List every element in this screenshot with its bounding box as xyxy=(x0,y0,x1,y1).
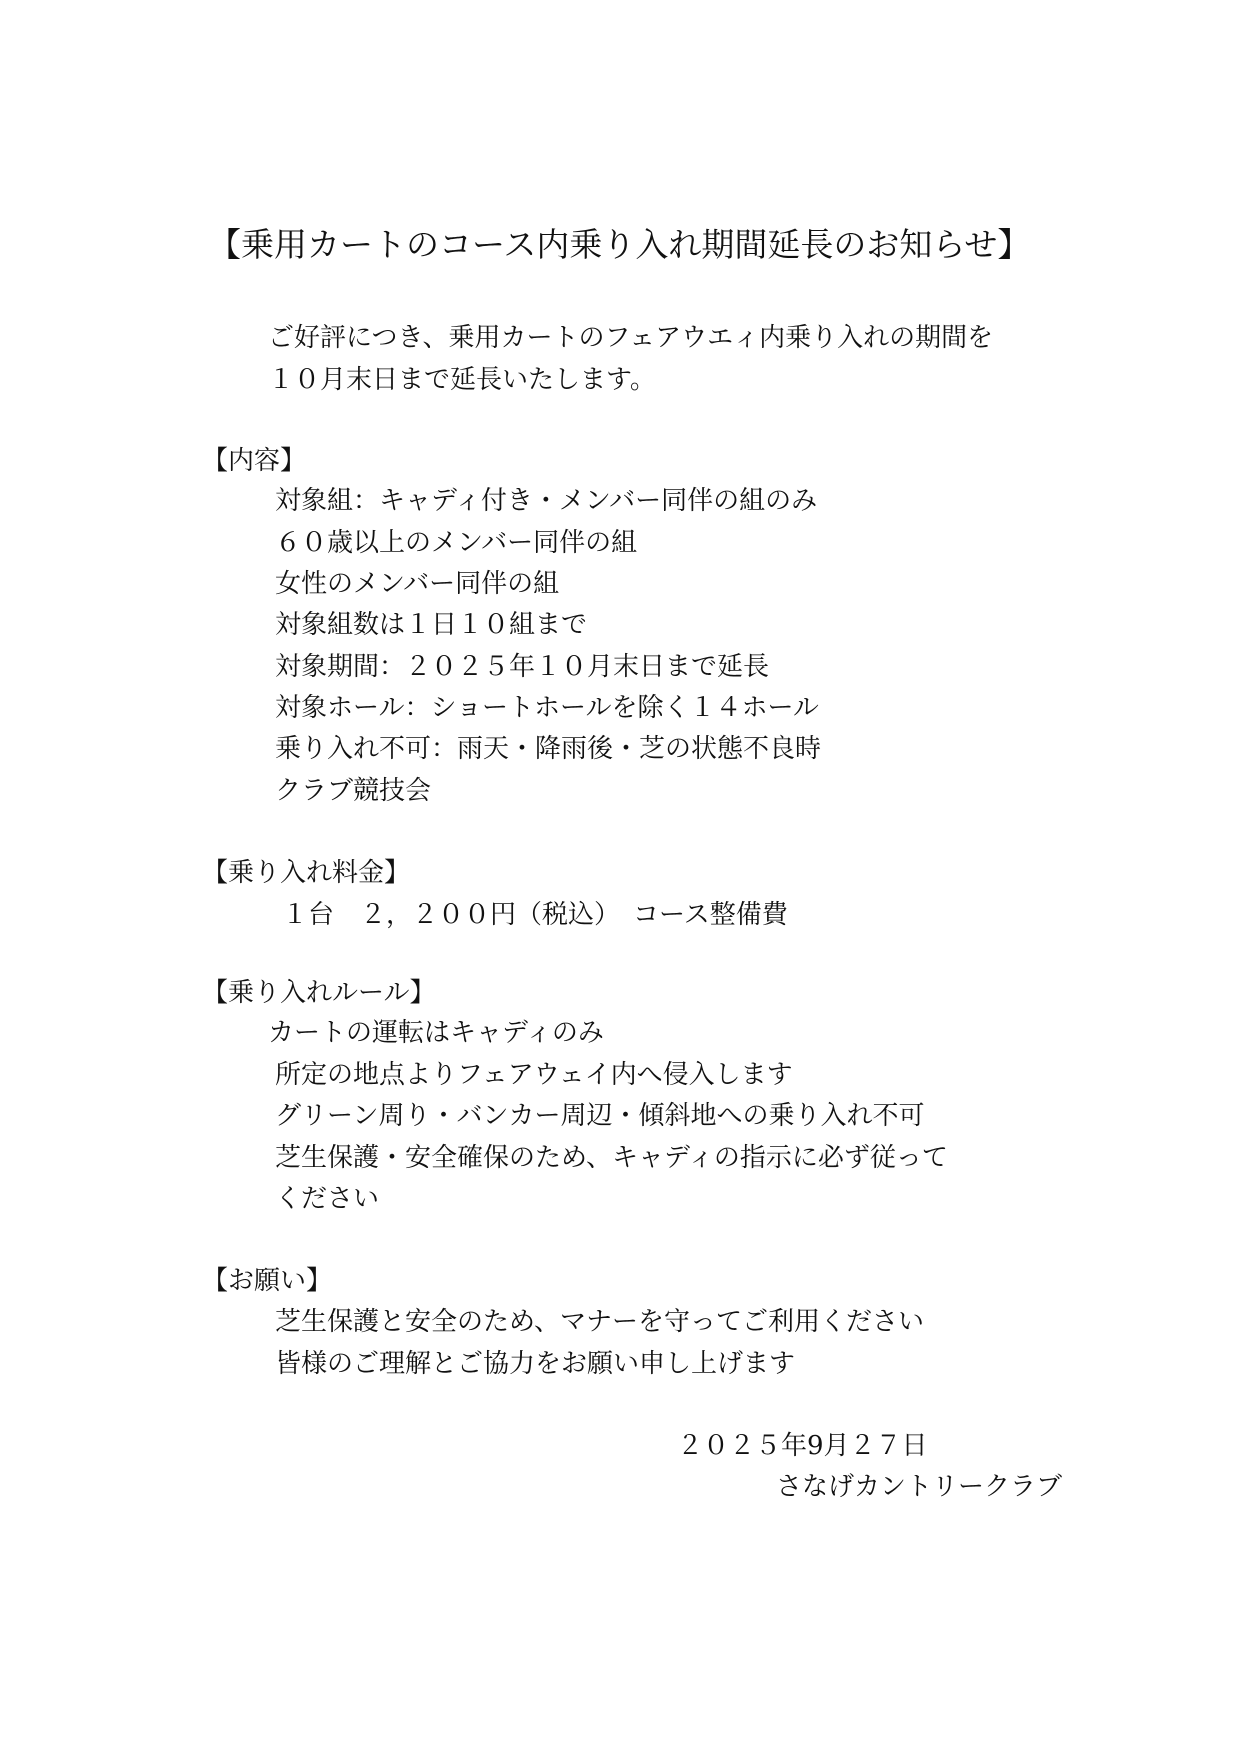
request-line-1: 芝生保護と安全のため、マナーを守ってご利用ください xyxy=(275,1307,924,1337)
notice-date: ２０２５年9月２７日 xyxy=(677,1431,928,1461)
content-heading: 【内容】 xyxy=(202,446,307,476)
rules-line-4: 芝生保護・安全確保のため、キャディの指示に必ず従って xyxy=(275,1143,948,1173)
intro-line-2: １０月末日まで延長いたします。 xyxy=(268,365,656,395)
content-line-3: 女性のメンバー同伴の組 xyxy=(275,569,560,599)
content-line-7: 乗り入れ不可：雨天・降雨後・芝の状態不良時 xyxy=(275,734,822,764)
intro-line-1: ご好評につき、乗用カートのフェアウエィ内乗り入れの期間を xyxy=(268,323,994,353)
content-line-2: ６０歳以上のメンバー同伴の組 xyxy=(275,528,638,558)
fee-heading: 【乗り入れ料金】 xyxy=(202,858,411,888)
content-line-4: 対象組数は１日１０組まで xyxy=(275,610,588,640)
content-line-1: 対象組：キャディ付き・メンバー同伴の組のみ xyxy=(275,486,818,516)
issuer-name: さなげカントリークラブ xyxy=(776,1472,1063,1502)
request-heading: 【お願い】 xyxy=(202,1266,333,1296)
rules-line-1: カートの運転はキャディのみ xyxy=(268,1018,604,1048)
rules-line-2: 所定の地点よりフェアウェイ内へ侵入します xyxy=(275,1060,793,1090)
content-line-8: クラブ競技会 xyxy=(275,776,432,806)
fee-line: １台 ２，２００円（税込） コース整備費 xyxy=(282,900,788,930)
notice-title: 【乗用カートのコース内乗り入れ期間延長のお知らせ】 xyxy=(208,225,1031,264)
rules-line-5: ください xyxy=(275,1184,380,1214)
rules-heading: 【乗り入れルール】 xyxy=(202,978,436,1008)
content-line-5: 対象期間：２０２５年１０月末日まで延長 xyxy=(275,652,770,682)
rules-line-3: グリーン周り・バンカー周辺・傾斜地への乗り入れ不可 xyxy=(275,1101,925,1131)
request-line-2: 皆様のご理解とご協力をお願い申し上げます xyxy=(275,1349,796,1379)
content-line-6: 対象ホール：ショートホールを除く１４ホール xyxy=(275,693,819,723)
